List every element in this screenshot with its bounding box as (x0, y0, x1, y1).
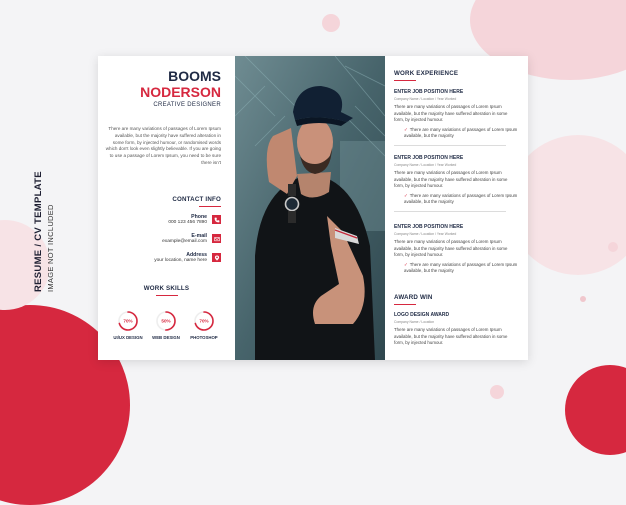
job-bullet: ✓ There are many variations of passages of Lorem Ipsum available, but the majority (404, 261, 518, 274)
skill-percent: 50% (161, 318, 171, 324)
award-meta: Company Name / Location (394, 320, 435, 324)
job-title: ENTER JOB POSITION HERE (394, 224, 464, 230)
contact-heading: CONTACT INFO (172, 196, 221, 203)
decor-dot (322, 14, 340, 32)
skills-heading-block (98, 285, 235, 296)
skills-heading: WORK SKILLS (143, 285, 190, 292)
job-bullet: ✓ There are many variations of passages of Lorem Ipsum available, but the majority (404, 126, 518, 139)
job-description: There are many variations of passages of Lorem Ipsum available, but the majority have suffered alteration in some form, by injected humour. (394, 239, 508, 258)
job-title: ENTER JOB POSITION HERE (394, 155, 464, 161)
side-title: RESUME / CV TEMPLATE (33, 171, 44, 292)
job-meta: Company Name / Location / Year Worked (394, 232, 457, 236)
skill-label: PHOTOSHOP (190, 335, 218, 340)
skill-percent: 70% (123, 318, 133, 324)
award-heading: AWARD WIN (394, 294, 433, 301)
divider (394, 211, 506, 212)
email-value: example@email.com (162, 239, 207, 244)
award-title: LOGO DESIGN AWARD (394, 312, 450, 318)
skill-photoshop (188, 310, 220, 340)
location-pin-icon (212, 253, 221, 262)
skill-uiux (112, 310, 144, 340)
decor-dot (580, 296, 586, 302)
contact-email (162, 233, 221, 245)
phone-label: Phone (191, 214, 207, 220)
contact-address (154, 252, 221, 264)
decor-dot (490, 385, 504, 399)
job-description: There are many variations of passages of Lorem Ipsum available, but the majority have suffered alteration in some form, by injected humour. (394, 170, 508, 189)
award-section (394, 294, 518, 347)
divider (394, 145, 506, 146)
phone-icon (212, 215, 221, 224)
job-entry (394, 224, 518, 275)
check-icon: ✓ (404, 192, 408, 198)
address-value: your location, name here (154, 258, 207, 263)
email-icon (212, 234, 221, 243)
heading-underline (156, 295, 178, 296)
heading-underline (394, 304, 416, 305)
side-subtitle: IMAGE NOT INCLUDED (46, 204, 55, 292)
phone-value: 000 123 456 7890 (168, 220, 207, 225)
job-role: CREATIVE DESIGNER (153, 102, 221, 108)
resume-sheet (98, 56, 528, 360)
job-entry (394, 155, 518, 212)
decor-blob (565, 365, 626, 455)
heading-underline (199, 206, 221, 207)
heading-underline (394, 80, 416, 81)
contact-heading-block (172, 196, 221, 207)
skill-label: UI/UX DESIGN (113, 335, 143, 340)
work-heading-block (394, 70, 518, 81)
skill-web (150, 310, 182, 340)
email-label: E-mail (191, 233, 207, 239)
last-name: NODERSON (140, 84, 221, 100)
side-caption (33, 171, 55, 292)
address-label: Address (186, 252, 207, 258)
skill-ring (155, 310, 177, 332)
skill-ring (193, 310, 215, 332)
check-icon: ✓ (404, 261, 408, 267)
job-meta: Company Name / Location / Year Worked (394, 97, 457, 101)
job-title: ENTER JOB POSITION HERE (394, 89, 464, 95)
skill-label: WEB DESIGN (152, 335, 180, 340)
work-heading: WORK EXPERIENCE (394, 70, 459, 77)
left-column (98, 56, 235, 360)
job-meta: Company Name / Location / Year Worked (394, 163, 457, 167)
award-description: There are many variations of passages of Lorem Ipsum available, but the majority have suffered alteration in some form, by injected humour. (394, 327, 508, 346)
right-column (394, 56, 522, 360)
skill-percent: 70% (199, 318, 209, 324)
name-block (140, 68, 221, 108)
decor-dot (608, 242, 618, 252)
job-bullet: ✓ There are many variations of passages of Lorem Ipsum available, but the majority (404, 192, 518, 205)
portrait-photo (235, 56, 385, 360)
job-description: There are many variations of passages of Lorem Ipsum available, but the majority have suffered alteration in some form, by injected humour. (394, 104, 508, 123)
first-name: BOOMS (168, 68, 221, 84)
job-entry (394, 89, 518, 146)
skill-ring (117, 310, 139, 332)
check-icon: ✓ (404, 126, 408, 132)
intro-paragraph: There are many variations of passages of Lorem Ipsum available, but the majority have suffered alteration in some form, by injected humour, or randomised words which don't look even slightly believable. If you are going to use a passage of Lorem Ipsum, you need to be sure there isn't (105, 126, 221, 165)
contact-phone (168, 214, 221, 226)
